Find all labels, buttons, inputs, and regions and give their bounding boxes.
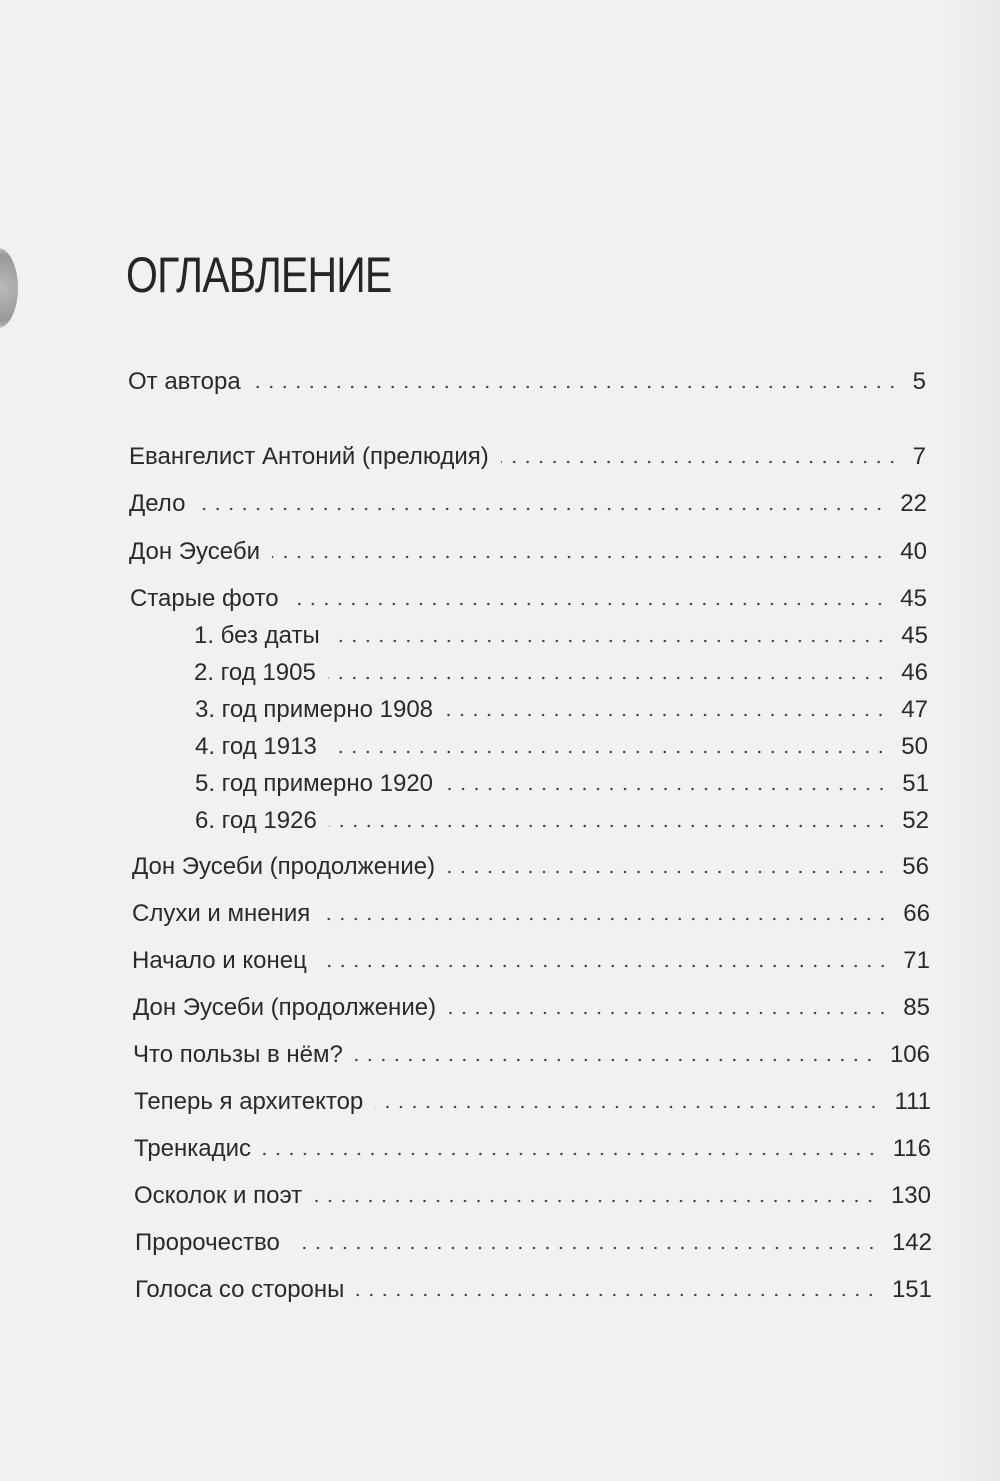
dot-leader — [501, 459, 899, 465]
toc-entry-page: 51 — [902, 770, 929, 797]
toc-entry-page: 46 — [901, 659, 928, 686]
toc-entry[interactable] — [195, 694, 928, 724]
toc-entry-label: Теперь я архитектор — [134, 1088, 364, 1115]
toc-entry[interactable] — [130, 583, 927, 613]
toc-entry-label: Тренкадис — [134, 1135, 252, 1162]
toc-entry-label: Слухи и мнения — [132, 900, 311, 927]
dot-leader — [329, 749, 888, 755]
toc-entry-page: 40 — [900, 538, 927, 565]
toc-entry[interactable] — [132, 945, 930, 975]
toc-entry[interactable] — [129, 536, 927, 566]
toc-entry[interactable] — [128, 366, 926, 396]
toc-entry-label: Дон Эусеби (продолжение) — [133, 994, 437, 1021]
toc-entry-label: Голоса со стороны — [135, 1276, 345, 1303]
toc-entry-label: Дело — [129, 490, 186, 517]
dot-leader — [291, 601, 887, 607]
toc-entry-page: 71 — [903, 947, 930, 974]
toc-entry-label: Дон Эусеби (продолжение) — [132, 853, 436, 880]
dot-leader — [272, 554, 886, 560]
toc-entry-page: 116 — [892, 1135, 931, 1162]
dot-leader — [328, 675, 888, 681]
dot-leader — [314, 1198, 877, 1204]
toc-entry-page: 130 — [890, 1182, 931, 1209]
toc-entry-label: Начало и конец — [132, 947, 307, 974]
toc-entry-label: 5. год примерно 1920 — [195, 770, 434, 797]
toc-entry-label: 1. без даты — [194, 622, 320, 649]
toc-entry-label: Пророчество — [135, 1229, 280, 1256]
toc-entry[interactable] — [135, 1274, 932, 1304]
toc-entry[interactable] — [195, 731, 928, 761]
toc-entry-label: Что пользы в нём? — [133, 1041, 343, 1068]
toc-entry-page: 151 — [891, 1276, 932, 1303]
toc-entry-page: 50 — [901, 733, 928, 760]
toc-entry[interactable] — [134, 1180, 931, 1210]
toc-entry-page: 66 — [903, 900, 930, 927]
page-title: ОГЛАВЛЕНИЕ — [126, 247, 392, 303]
toc-entry[interactable] — [134, 1133, 931, 1163]
toc-entry-page: 22 — [900, 490, 927, 517]
toc-entry-label: Старые фото — [130, 585, 279, 612]
dot-leader — [332, 638, 888, 644]
toc-entry[interactable] — [134, 1086, 931, 1116]
dot-leader — [355, 1057, 876, 1063]
toc-entry-page: 45 — [901, 622, 928, 649]
dot-leader — [322, 916, 889, 922]
dot-leader — [356, 1292, 878, 1298]
toc-entry[interactable] — [132, 851, 929, 881]
toc-entry[interactable] — [194, 620, 928, 650]
page-gutter-shade — [940, 0, 1000, 1481]
dot-leader — [319, 963, 889, 969]
toc-entry-page: 52 — [902, 807, 929, 834]
dot-leader — [253, 384, 899, 390]
toc-entry-label: Евангелист Антоний (прелюдия) — [129, 443, 489, 470]
toc-entry[interactable] — [129, 488, 927, 518]
toc-entry-label: 4. год 1913 — [195, 733, 317, 760]
dot-leader — [447, 869, 888, 875]
toc-entry-page: 5 — [912, 368, 926, 395]
toc-entry-page: 111 — [894, 1088, 931, 1115]
toc-entry[interactable] — [133, 992, 930, 1022]
toc-entry[interactable] — [132, 898, 930, 928]
toc-entry-page: 56 — [902, 853, 929, 880]
toc-entry[interactable] — [135, 1227, 932, 1257]
dot-leader — [445, 786, 888, 792]
toc-entry-page: 7 — [912, 443, 926, 470]
toc-entry[interactable] — [129, 441, 926, 471]
toc-entry-label: 6. год 1926 — [195, 807, 317, 834]
page-edge-shadow — [0, 248, 18, 328]
toc-entry-page: 142 — [891, 1229, 932, 1256]
dot-leader — [448, 1010, 889, 1016]
toc-entry-label: Осколок и поэт — [134, 1182, 303, 1209]
dot-leader — [445, 712, 887, 718]
dot-leader — [292, 1245, 878, 1251]
dot-leader — [263, 1151, 879, 1157]
dot-leader — [375, 1104, 880, 1110]
toc-entry-label: 2. год 1905 — [194, 659, 316, 686]
toc-entry-label: Дон Эусеби — [129, 538, 261, 565]
dot-leader — [197, 506, 886, 512]
toc-entry-page: 47 — [901, 696, 928, 723]
toc-entry-label: От автора — [128, 368, 241, 395]
toc-entry-page: 85 — [903, 994, 930, 1021]
dot-leader — [329, 823, 889, 829]
toc-entry-page: 45 — [900, 585, 927, 612]
toc-entry[interactable] — [195, 768, 929, 798]
toc-entry-page: 106 — [889, 1041, 930, 1068]
toc-entry[interactable] — [194, 657, 928, 687]
toc-entry[interactable] — [133, 1039, 930, 1069]
toc-entry-label: 3. год примерно 1908 — [195, 696, 434, 723]
toc-entry[interactable] — [195, 805, 929, 835]
